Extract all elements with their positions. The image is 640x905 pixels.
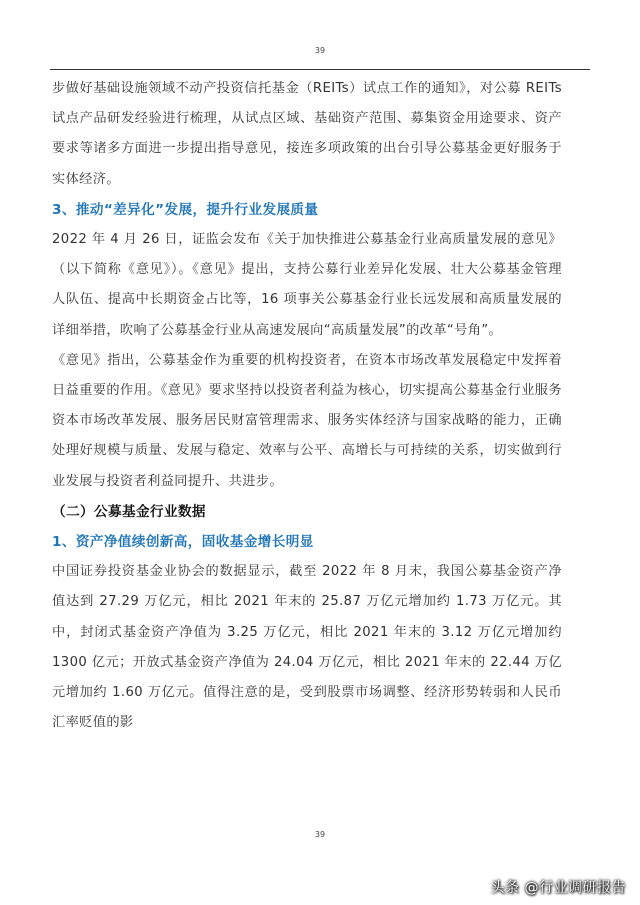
paragraph-opinion-release: 2022 年 4 月 26 日，证监会发布《关于加快推进公募基金行业高质量发展的意见》（以下简称《意见》）。《意见》提出，支持公募行业差异化发展、壮大公募基金管理人队伍、提高中长期资金占比等，16 项事关公募基金行业长远发展和高质量发展的详细举措，吹响了公募基金行业从高速发展向“高质量发展”的改革“号角”。: [52, 232, 562, 338]
heading-industry-data: （二）公募基金行业数据: [52, 503, 206, 520]
header-page-number: 39: [314, 46, 326, 55]
source-watermark: 头条 @行业调研报告: [490, 880, 626, 896]
paragraph-nav-data: 中国证券投资基金业协会的数据显示，截至 2022 年 8 月末，我国公募基金资产净值达到 27.29 万亿元，相比 2021 年末的 25.87 万亿元增加约 1.73 万亿元。其中，封闭式基金资产净值为 3.25 万亿元，相比 2021 年末的 3.12 万亿元增加约 1300 亿元；开放式基金资产净值为 24.04 万亿元，相比 2021 年末的 22.44 万亿元增加约 1.60 万亿元。值得注意的是，受到股票市场调整、经济形势转弱和人民币汇率贬值的影: [52, 564, 562, 731]
header-rule: [50, 69, 590, 70]
heading-differentiation: 3、推动“差异化”发展，提升行业发展质量: [52, 201, 319, 218]
heading-net-asset-value: 1、资产净值续创新高，固收基金增长明显: [52, 534, 314, 551]
document-body: [52, 74, 562, 738]
footer-page-number: 39: [314, 830, 326, 839]
paragraph-reits: 步做好基础设施领域不动产投资信托基金（REITs）试点工作的通知》，对公募 REITs 试点产品研发经验进行梳理，从试点区域、基础资产范围、募集资金用途要求、资产要求等诸多方面进一步提出指导意见，接连多项政策的出台引导公募基金更好服务于实体经济。: [52, 81, 562, 187]
paragraph-opinion-points: 《意见》指出，公募基金作为重要的机构投资者，在资本市场改革发展稳定中发挥着日益重要的作用。《意见》要求坚持以投资者利益为核心，切实提高公募基金行业服务资本市场改革发展、服务居民财富管理需求、服务实体经济与国家战略的能力，正确处理好规模与质量、发展与稳定、效率与公平、高增长与可持续的关系，切实做到行业发展与投资者利益同提升、共进步。: [52, 352, 562, 489]
